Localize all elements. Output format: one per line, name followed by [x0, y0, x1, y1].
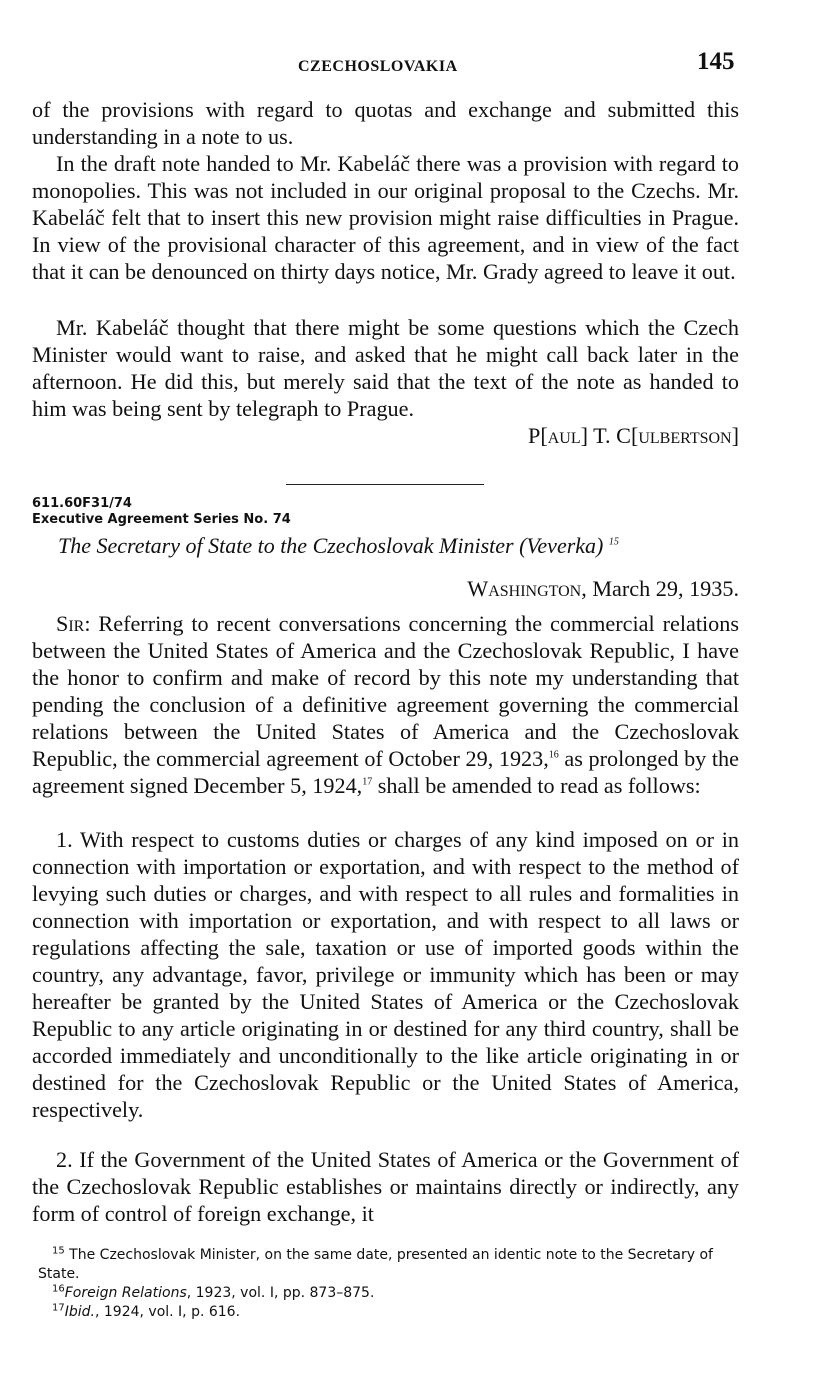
footnote-15-number: 15 — [52, 1245, 65, 1257]
article-2: 2. If the Government of the United States of America or the Government of the Czechoslovak Republic establishes or maintains directly or indirectly, any form of control of foreign exchange, it — [32, 1147, 739, 1226]
minister-name: Veverka — [526, 533, 597, 558]
footnote-16-number: 16 — [52, 1283, 65, 1295]
signature-initial-p: P — [527, 423, 541, 448]
letter-opening-paragraph: Sir: Referring to recent conversations concerning the commercial relations between the United States of America and the Czechoslovak Republic, I have the honor to confirm and make of record by this note my understanding that pending the conclusion of a definitive agreement governing the commercial relations between the United States of America and the Czechoslovak Republic, the commercial agreement of October 29, 1923,16 as prolonged by the agreement signed December 5, 1924,17 shall be amended to read as follows: — [32, 611, 740, 798]
letter-text-a: Referring to recent conversations concerning the commercial relations between the United States of America and the Czechoslovak Republic, I have the honor to confirm and make of record by this note my understanding that pending the conclusion of a definitive agreement governing the commercial relations between the United States of America and the Czechoslovak Republic, the commercial agreement of October 29, 1923, — [32, 611, 740, 771]
footnote-15 — [38, 1246, 742, 1284]
document-title: The Secretary of State to the Czechoslovak Minister (Veverka) $^{15}$ — [58, 533, 619, 558]
footnote-17-number: 17 — [52, 1302, 65, 1314]
letter-text-c: shall be amended to read as follows: — [372, 773, 701, 798]
signature-initial-c: C — [616, 423, 631, 448]
salutation: Sir — [56, 611, 85, 636]
section-divider — [286, 484, 484, 485]
dateline-date: March 29, 1935. — [592, 576, 739, 601]
series-label: Executive Agreement Series No. 74 — [32, 512, 291, 527]
signature-aul: aul — [547, 423, 581, 448]
footnote-16 — [38, 1284, 742, 1303]
document-title-text: The Secretary of State to the Czechoslovak Minister — [58, 533, 514, 558]
footnote-17-title: Ibid. — [64, 1304, 95, 1320]
paragraph-continuation: of the provisions with regard to quotas and exchange and submitted this understanding in a note to us. — [32, 97, 739, 149]
signature-middle: T. — [593, 423, 611, 448]
footnotes — [38, 1246, 742, 1322]
footnote-16-title: Foreign Relations — [64, 1285, 187, 1301]
footnote-17-text: , 1924, vol. I, p. 616. — [94, 1304, 241, 1320]
paragraph-draft-note: In the draft note handed to Mr. Kabeláč there was a provision with regard to monopolies. This was not included in our original proposal to the Czechs. Mr. Kabeláč felt that to insert this new provision might raise difficulties in Prague. In view of the provisional character of this agreement, and in view of the fact that it can be denounced on thirty days notice, Mr. Grady agreed to leave it out. — [32, 151, 739, 284]
footnote-ref-16: 16 — [548, 749, 559, 761]
footnote-17 — [38, 1303, 742, 1322]
footnote-15-text: The Czechoslovak Minister, on the same date, presented an identic note to the Secretary of State. — [38, 1247, 713, 1282]
page-number: 145 — [697, 48, 735, 75]
dateline: Washington, March 29, 1935. — [467, 576, 739, 601]
signature: P[aul] T. C[ulbertson] — [527, 423, 739, 448]
article-1: 1. With respect to customs duties or charges of any kind imposed on or in connection with importation or exportation, and with respect to the method of levying such duties or charges, and with respect to all rules and formalities in connection with importation or exportation, and with respect to all laws or regulations affecting the sale, taxation or use of imported goods within the country, any advantage, favor, privilege or immunity which has been or may hereafter be granted by the United States of America or the Czechoslovak Republic to any article originating in or destined for any third country, shall be accorded immediately and unconditionally to the like article originating in or destined for the Czechoslovak Republic or the United States of America, respectively. — [32, 827, 739, 1122]
footnote-16-text: , 1923, vol. I, pp. 873–875. — [186, 1285, 375, 1301]
footnote-ref-17: 17 — [362, 776, 373, 788]
running-header-title: CZECHOSLOVAKIA — [298, 58, 458, 75]
letter-text-b: as prolonged by the agreement signed December 5, 1924, — [32, 746, 739, 798]
signature-ulbertson: ulbertson — [638, 423, 732, 448]
dateline-place: Washington — [467, 576, 582, 601]
footnote-ref-15: 15 — [608, 536, 619, 548]
paragraph-kabelac: Mr. Kabeláč thought that there might be some questions which the Czech Minister would want to raise, and asked that he might call back later in the afternoon. He did this, but merely said that the text of the note as handed to him was being sent by telegraph to Prague. — [32, 315, 739, 421]
file-number: 611.60F31/74 — [32, 496, 132, 511]
